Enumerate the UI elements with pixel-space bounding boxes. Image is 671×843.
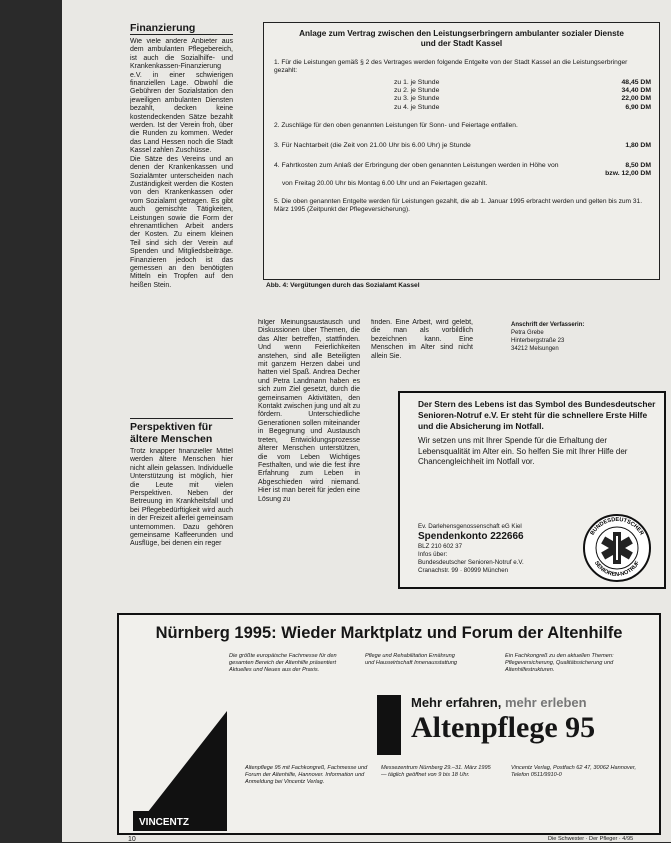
text-finanzierung: Wie viele andere Anbieter aus dem ambulanten Pflegebereich, ist auch die Sozialhilfe- und Krankenkassen-Finanzierung e.V. in einer schwierigen finanziellen Lage. Obwohl die Gebühren der Sozialstation den jeweiligen ambulanten Diensten bezahlt, decken keine kostendeckenden Sätze bezahlt werden. Ist der Verein froh, über die Runden zu kommen. Weder das Land Hessen noch die Stadt Kassel zahlen Zuschüsse. Die Sätze des Vereins und an denen der Krankenkassen und Sozialämter unterscheiden nach Zuständigkeit werden die Kosten von den Krankenkassen oder vom Sozialamt getragen. Es gibt auch gemischte Tätigkeiten, Leistungen sowie die Form der ehrenamtlichen Arbeit anders der Kosten. Zu einem kleinen Teil sind sich der Verein auf Spenden und Mitgliedsbeiträge. Finanzieren jedoch ist das gemessen an den benötigten Mitteln ein Tropfen auf den heißen Stein. [130, 38, 233, 289]
page-number: 10 [128, 836, 136, 843]
author-line: Petra Grebe [511, 330, 544, 336]
ad-org-label: Infos über: [418, 551, 448, 558]
fee-item-4-note: von Freitag 20.00 Uhr bis Montag 6.00 Uhr und an Feiertagen gezahlt. [282, 180, 488, 188]
bottom-ad-col3: Ein Fachkongreß zu den aktuellen Themen: Pflegeversicherung, Qualitätssicherung und Altenhilfestrukturen. [505, 653, 614, 673]
ad-blz: BLZ 210 602 37 [418, 543, 463, 550]
bottom-ad-info1: Altenpflege 95 mit Fachkongreß, Fachmesse und Forum der Altenhilfe, Hannover. Information und Anmeldung bei Vincentz Verlag. [245, 765, 368, 785]
star-of-life-seal-icon [582, 513, 652, 583]
fee-hours-list [274, 79, 651, 112]
fee-item-3: 3. Für Nachtarbeit (die Zeit von 21.00 Uhr bis 6.00 Uhr) je Stunde 1,80 DM [274, 141, 651, 149]
ad-konto: Spendenkonto 222666 [418, 531, 524, 542]
fee-caption: Abb. 4: Vergütungen durch das Sozialamt Kassel [266, 282, 420, 289]
ad-org: Bundesdeutscher Senioren-Notruf e.V. [418, 559, 524, 566]
fee-item-5: 5. Die oben genannten Entgelte werden für Leistungen gezahlt, die ab 1. Januar 1995 erbracht werden und gelten bis zum 31. März 1995 (Zeitpunkt der Pflegeversicherung). [274, 198, 643, 214]
text-mid-col1: hilger Meinungsaustausch und Diskussionen über Themen, die das Alter betreffen, stattfinden. Und wenn Feierlichkeiten anstehen, sind alle Beteiligten mit ganzem Herzen dabei und hatten viel Spaß. Andrea Decher und Petra Landmann haben es sich zum Ziel gesetzt, durch die gemeinsamen Aktivitäten, den Kontakt zwischen jung und alt zu fördern. Unterschiedliche Generationen sollen miteinander in Begegnung und Austausch treten, Entwicklungsprozesse älterer Menschen unterstützen, die vom Leben Wichtiges Festhalten, und wie die fest ihre Erfahrung zum Leben in Abgeschieden wird niemand. Hier ist man bereit für jeden eine Lösung zu [258, 319, 360, 503]
heading-rule [130, 34, 233, 35]
fee-row: zu 3. je Stunde 22,00 DM [394, 95, 651, 103]
fee-row: zu 1. je Stunde 48,45 DM [394, 79, 651, 86]
fee-table-box [263, 22, 660, 280]
fee-item-4: 4. Fahrtkosten zum Anlaß der Erbringung der oben genannten Leistungen werden in Höhe von 8,50 DM [274, 162, 651, 170]
bottom-ad-info2: Messezentrum Nürnberg 29.–31. März 1995 — täglich geöffnet von 9 bis 18 Uhr. [381, 765, 491, 778]
heading-perspektiven: Perspektiven für ältere Menschen [130, 421, 213, 445]
fee-box-title: Anlage zum Vertrag zwischen den Leistungserbringern ambulanter sozialer Dienste und der Stadt Kassel [299, 29, 624, 48]
text-mid-col2: finden. Eine Arbeit, wird gelebt, die man als vorbildlich bezeichnen kann. Eine Menschen im Alter sind nicht allein Sie. [371, 319, 473, 360]
author-line: Hinterbergstraße 23 [511, 338, 565, 344]
heading-rule [130, 418, 233, 419]
ad-bank: Ev. Darlehensgenossenschaft eG Kiel [418, 523, 522, 530]
bottom-ad-info3: Vincentz Verlag, Postfach 62 47, 30062 Hannover, Telefon 0511/9910-0 [511, 765, 637, 778]
bottom-ad-tagline: Mehr erfahren, mehr erleben [411, 695, 587, 710]
svg-text:BUNDESDEUTSCHER: BUNDESDEUTSCHER [589, 516, 645, 537]
brand-mark [377, 695, 401, 755]
author-line: 34212 Melsungen [511, 346, 559, 352]
bottom-ad-brand: Altenpflege 95 [411, 711, 596, 744]
fee-row: zu 4. je Stunde 6,90 DM [394, 103, 651, 111]
heading-finanzierung: Finanzierung [130, 22, 196, 34]
ad-body: Wir setzen uns mit Ihrer Spende für die Erhaltung der Lebensqualität im Alter ein. So helfen Sie mit Ihrer Hilfe der Chancengleichheit im Notfall vor. [418, 436, 628, 466]
fee-row: zu 2. je Stunde 34,40 DM [394, 87, 651, 95]
author-block [511, 321, 641, 353]
svg-text:SENIOREN-NOTRUF: SENIOREN-NOTRUF [592, 560, 642, 578]
ad-address: Cranachstr. 99 · 80999 München [418, 567, 509, 574]
author-label: Anschrift der Verfasserin: [511, 322, 585, 328]
bottom-ad-col1: Die größte europäische Fachmesse für den gesamten Bereich der Altenhilfe präsentiert Aktuelles und Neues aus der Praxis. [229, 653, 337, 673]
vincentz-logo-icon [133, 711, 227, 831]
text-perspektiven: Trotz knapper finanzieller Mittel werden ältere Menschen hier nicht allein gelassen. Individuelle Unterstützung ist möglich, hier die Leute mit vielen Perspektiven. Neben der Betreuung im Krankheitsfall und bei Pflegebedürftigkeit wird auch in der Freizeit allerlei gemeinsam unternommen. Dazu gehören gemeinsame Kaffeerunden und Ausflüge, bei denen ein reger [130, 448, 233, 548]
ad-bank-info [418, 523, 568, 575]
ad-headline: Der Stern des Lebens ist das Symbol des Bundesdeutscher Senioren-Notruf e.V. Er steht für die schnellere Erste Hilfe und die Absicherung im Notfall. [418, 399, 656, 431]
fee-item-4-alt: bzw. 12,00 DM [605, 170, 651, 178]
notruf-ad [398, 391, 666, 589]
bottom-ad-title: Nürnberg 1995: Wieder Marktplatz und Forum der Altenhilfe [155, 624, 623, 642]
svg-text:VINCENTZ: VINCENTZ [139, 817, 189, 828]
bottom-ad-col2: Pflege und Rehabilitation Ernährung und Hauswirtschaft Innenausstattung [365, 653, 458, 666]
fee-item-1: 1. Für die Leistungen gemäß § 2 des Vertrages werden folgende Entgelte von der Stadt Kassel an die Leistungserbringer gezahlt: [274, 59, 628, 74]
journal-footer: Die Schwester · Der Pfleger · 4/95 [548, 836, 634, 842]
fee-item-2: 2. Zuschläge für den oben genannten Leistungen für Sonn- und Feiertage entfallen. [274, 121, 518, 129]
altenpflege-ad [117, 613, 661, 835]
